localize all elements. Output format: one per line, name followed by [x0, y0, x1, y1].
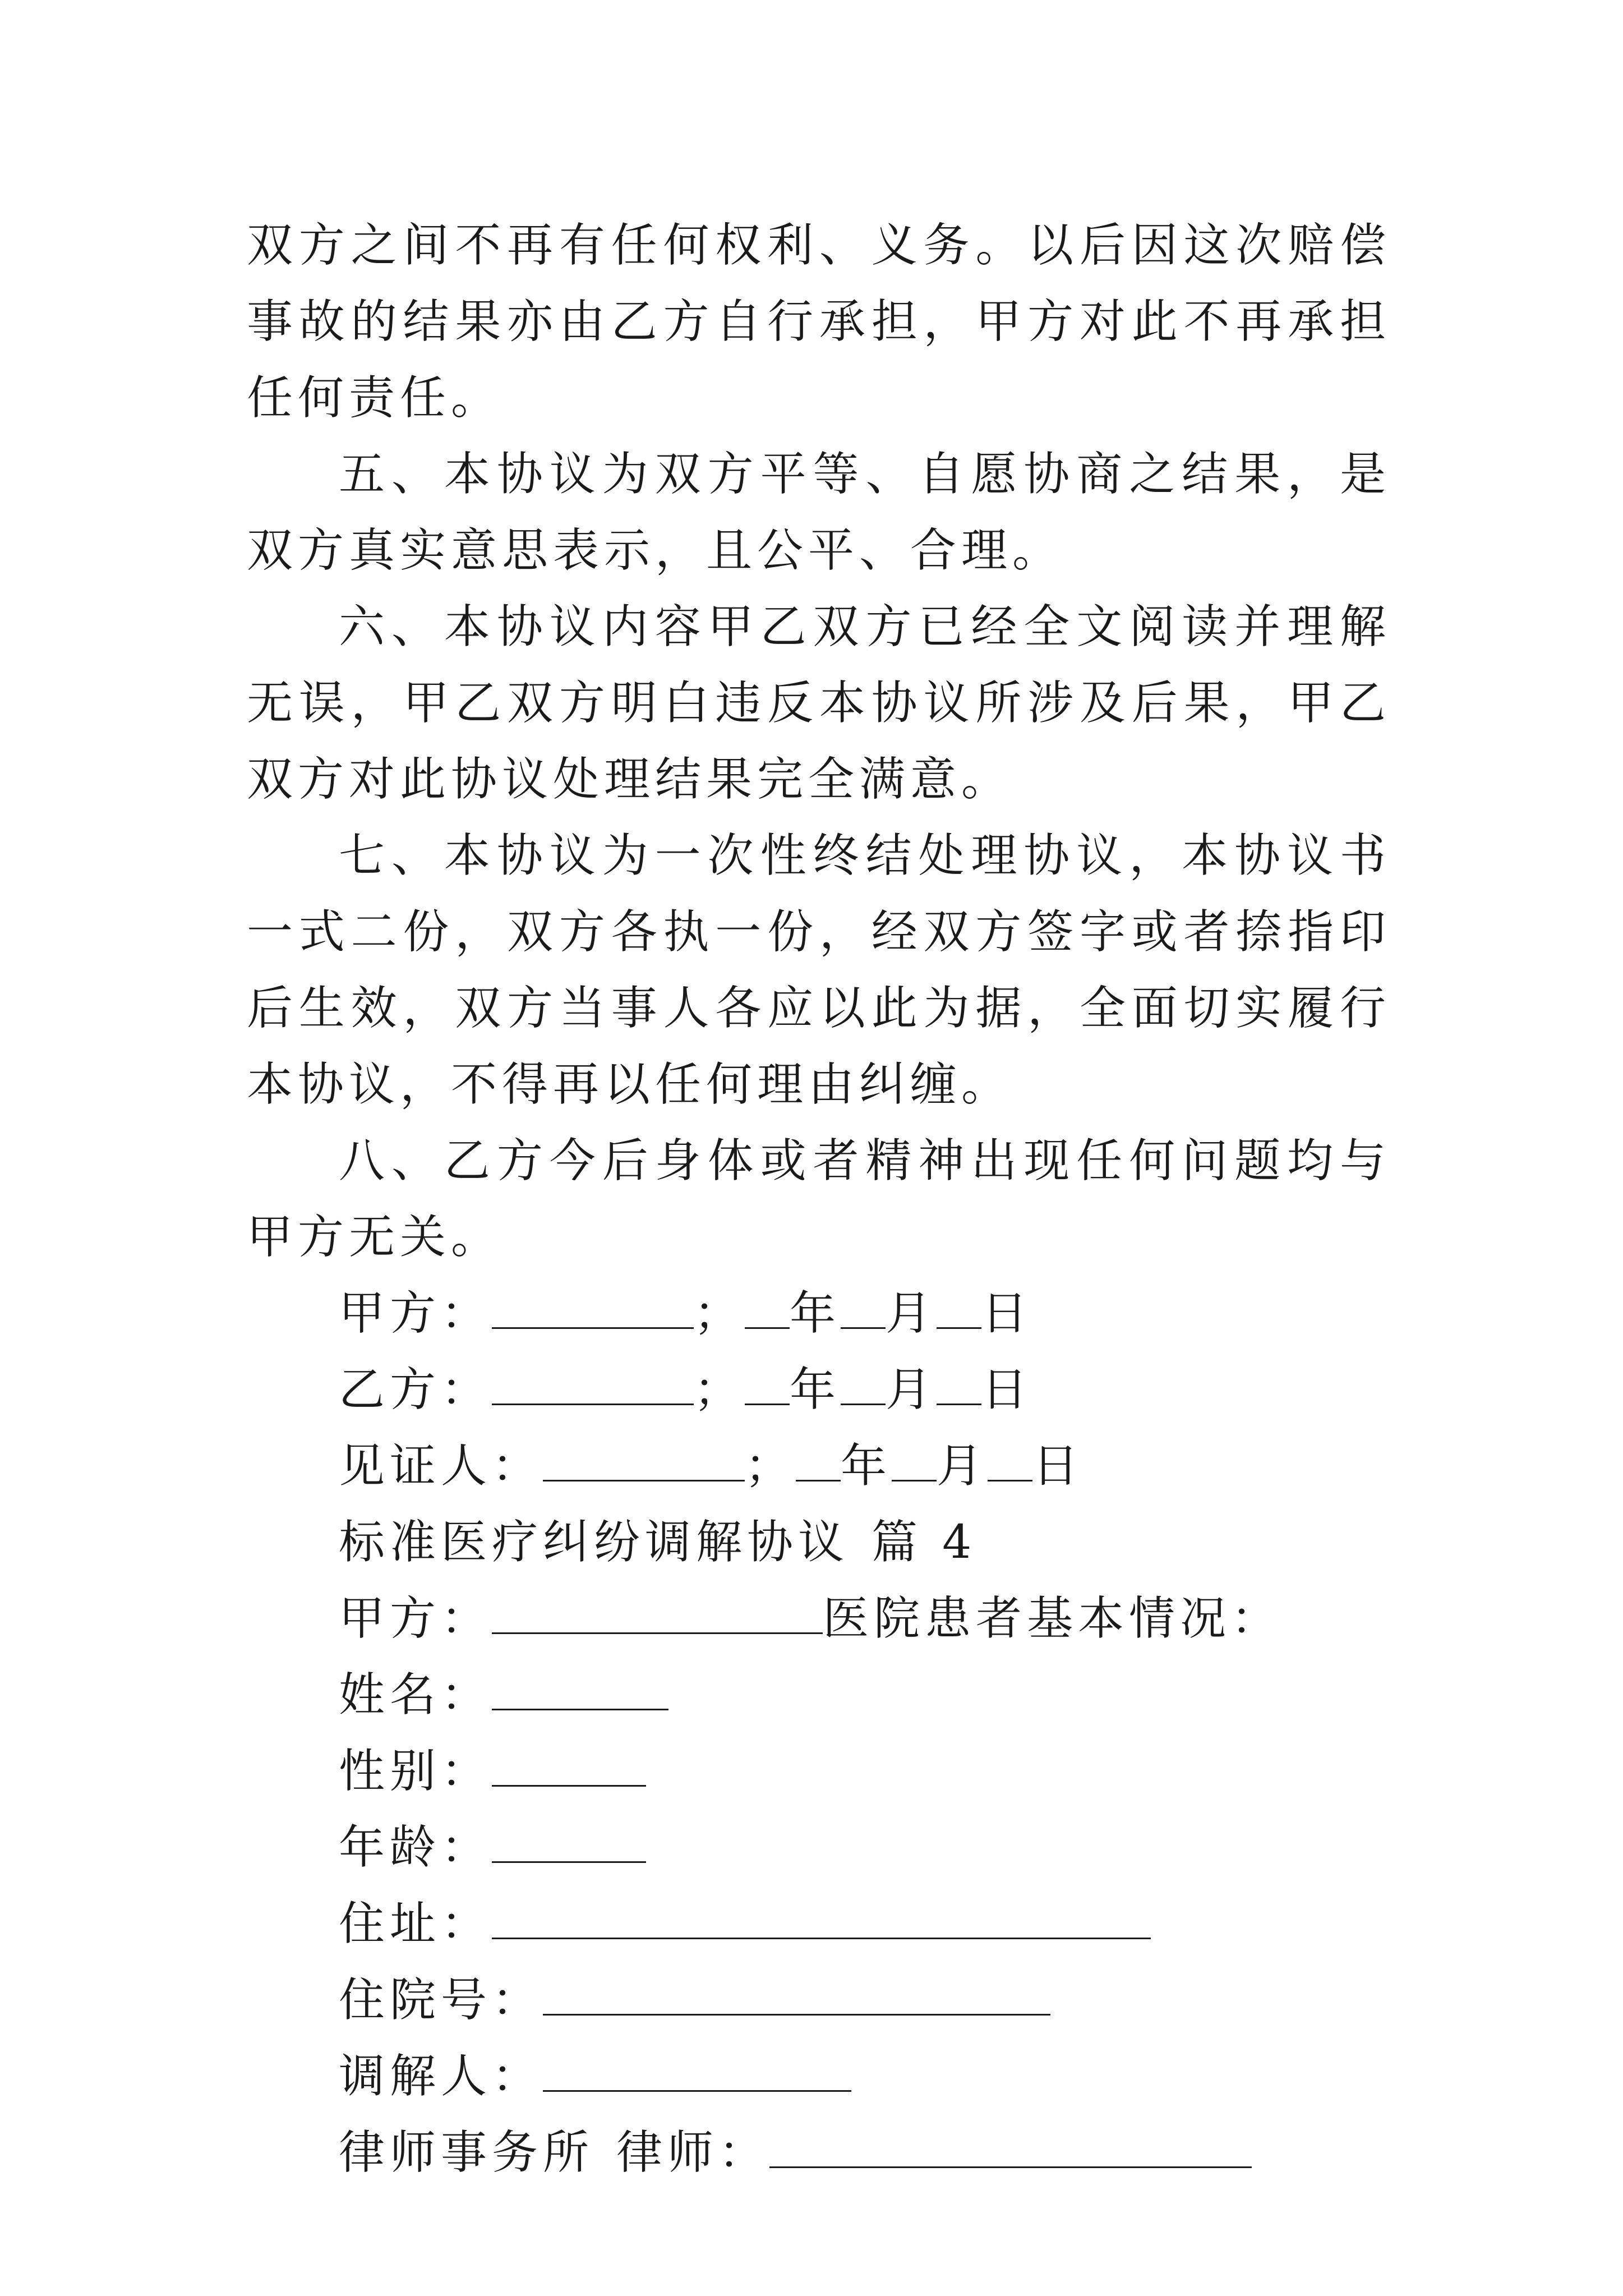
paragraph-clause-7: 七、本协议为一次性终结处理协议，本协议书一式二份，双方各执一份，经双方签字或者捺指印后生效，双方当事人各应以此为据，全面切实履行本协议，不得再以任何理由纠缠。	[247, 829, 1391, 1111]
separator: ；	[694, 1363, 745, 1416]
form-label: 甲方：	[339, 1592, 492, 1645]
form-line-mediator	[247, 2039, 1391, 2115]
signature-blank[interactable]	[492, 1369, 694, 1405]
paragraph-clause-8: 八、乙方今后身体或者精神出现任何问题均与甲方无关。	[247, 1134, 1391, 1264]
month-blank[interactable]	[892, 1445, 937, 1481]
signature-label: 甲方：	[339, 1287, 492, 1340]
signature-blank[interactable]	[492, 1292, 694, 1329]
paragraph-clause-6: 六、本协议内容甲乙双方已经全文阅读并理解无误，甲乙双方明白违反本协议所涉及后果，甲乙双方对此协议处理结果完全满意。	[247, 600, 1391, 806]
age-blank[interactable]	[492, 1826, 646, 1863]
separator: ；	[694, 1287, 745, 1340]
signature-line-party-b	[247, 1352, 1391, 1428]
signature-line-witness	[247, 1428, 1391, 1504]
month-label: 月	[886, 1363, 937, 1416]
form-line-admission	[247, 1962, 1391, 2039]
form-line-lawyer	[247, 2115, 1391, 2191]
form-label: 住院号：	[339, 1973, 543, 2027]
form-label: 性别：	[339, 1745, 492, 1798]
form-label: 医院患者基本情况：	[823, 1592, 1283, 1645]
day-label: 日	[1032, 1439, 1084, 1493]
form-label: 姓名：	[339, 1668, 492, 1722]
day-label: 日	[981, 1287, 1033, 1340]
month-label: 月	[937, 1439, 988, 1493]
admission-blank[interactable]	[543, 1979, 1050, 2016]
form-line-gender	[247, 1733, 1391, 1810]
month-blank[interactable]	[841, 1369, 886, 1405]
day-label: 日	[981, 1363, 1033, 1416]
signature-label: 见证人：	[339, 1439, 543, 1493]
signature-label: 乙方：	[339, 1363, 492, 1416]
form-label: 年龄：	[339, 1821, 492, 1874]
form-line-address	[247, 1886, 1391, 1962]
year-blank[interactable]	[796, 1445, 841, 1481]
section-heading	[247, 1504, 1391, 1581]
separator: ；	[745, 1439, 796, 1493]
year-label: 年	[841, 1439, 892, 1493]
day-blank[interactable]	[937, 1369, 981, 1405]
day-blank[interactable]	[937, 1292, 981, 1329]
address-blank[interactable]	[492, 1903, 1151, 1939]
month-label: 月	[886, 1287, 937, 1340]
document-page	[247, 208, 1391, 2191]
form-line-name	[247, 1657, 1391, 1733]
form-label: 住址：	[339, 1897, 492, 1950]
gender-blank[interactable]	[492, 1750, 646, 1787]
form-label: 律师事务所	[339, 2126, 594, 2179]
year-label: 年	[790, 1363, 841, 1416]
name-blank[interactable]	[492, 1674, 668, 1710]
day-blank[interactable]	[988, 1445, 1032, 1481]
month-blank[interactable]	[841, 1292, 886, 1329]
signature-line-party-a	[247, 1276, 1391, 1352]
mediator-blank[interactable]	[543, 2055, 851, 2092]
paragraph-continuation: 双方之间不再有任何权利、义务。以后因这次赔偿事故的结果亦由乙方自行承担，甲方对此不再承担任何责任。	[247, 219, 1391, 425]
hospital-blank[interactable]	[492, 1598, 823, 1634]
lawyer-blank[interactable]	[769, 2132, 1252, 2168]
form-label: 律师：	[616, 2126, 770, 2179]
year-label: 年	[790, 1287, 841, 1340]
paragraph-clause-5: 五、本协议为双方平等、自愿协商之结果，是双方真实意思表示，且公平、合理。	[247, 448, 1391, 577]
signature-blank[interactable]	[543, 1445, 745, 1481]
form-label: 调解人：	[339, 2050, 543, 2103]
form-line-hospital	[247, 1581, 1391, 1657]
section-part: 篇 4	[872, 1516, 977, 1569]
year-blank[interactable]	[745, 1292, 790, 1329]
section-title: 标准医疗纠纷调解协议	[339, 1516, 850, 1569]
form-line-age	[247, 1810, 1391, 1886]
year-blank[interactable]	[745, 1369, 790, 1405]
